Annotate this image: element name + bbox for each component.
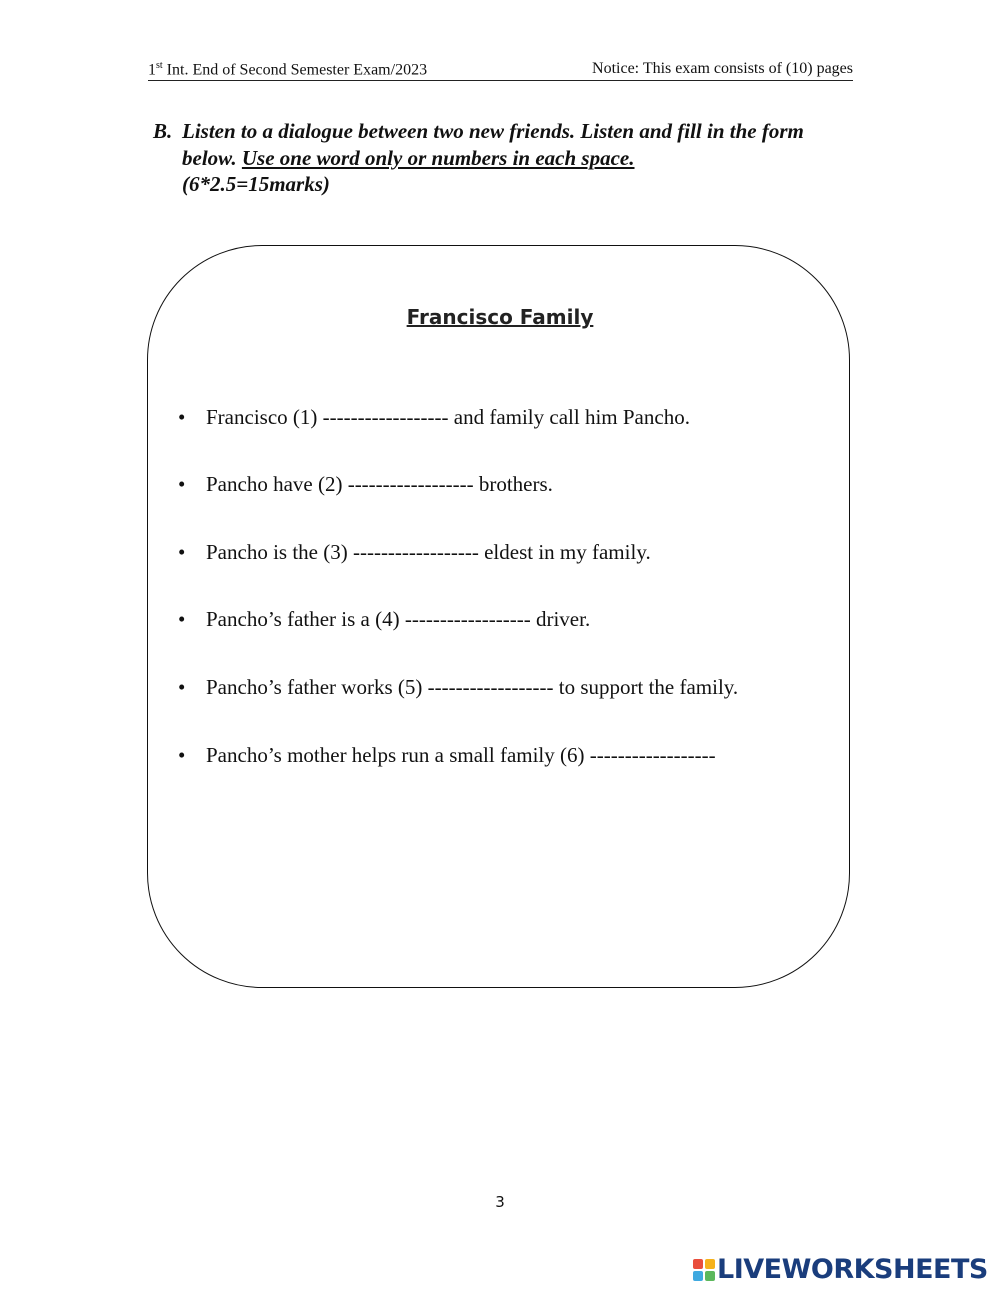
- list-item: [178, 405, 690, 430]
- list-item: [178, 743, 716, 768]
- question-instructions: [153, 118, 853, 198]
- page-number: 3: [495, 1193, 505, 1211]
- bullet-icon: •: [178, 743, 186, 767]
- liveworksheets-logo-icon: [693, 1259, 715, 1281]
- bullet-icon: •: [178, 675, 186, 699]
- list-item-text: Francisco (1) ------------------ and family call him Pancho.: [206, 405, 690, 429]
- bullet-icon: •: [178, 540, 186, 564]
- marks-info: (6*2.5=15marks): [182, 172, 330, 196]
- page-header: [148, 58, 853, 81]
- logo-text: LIVEWORKSHEETS: [717, 1254, 988, 1285]
- form-title: Francisco Family: [406, 305, 594, 329]
- list-item: [178, 472, 553, 497]
- list-item-text: Pancho is the (3) ------------------ eldest in my family.: [206, 540, 651, 564]
- bullet-icon: •: [178, 472, 186, 496]
- exam-title: 1st Int. End of Second Semester Exam/2023: [148, 60, 428, 79]
- page-notice: Notice: This exam consists of (10) pages: [592, 60, 853, 77]
- list-item: [178, 607, 590, 632]
- list-item: [178, 675, 738, 700]
- list-item-text: Pancho’s father works (5) ------------------ to support the family.: [206, 675, 739, 699]
- list-item-text: Pancho’s father is a (4) ------------------ driver.: [206, 607, 591, 631]
- instruction-text: Listen to a dialogue between two new friends. Listen and fill in the form below.: [182, 119, 804, 170]
- list-item-text: Pancho have (2) ------------------ brothers.: [206, 472, 553, 496]
- bullet-icon: •: [178, 607, 186, 631]
- question-letter: B.: [153, 119, 173, 143]
- list-item-text: Pancho’s mother helps run a small family (6) ------------------: [206, 743, 716, 767]
- list-item: [178, 540, 651, 565]
- bullet-icon: •: [178, 405, 186, 429]
- instruction-rule: Use one word only or numbers in each space.: [241, 145, 635, 170]
